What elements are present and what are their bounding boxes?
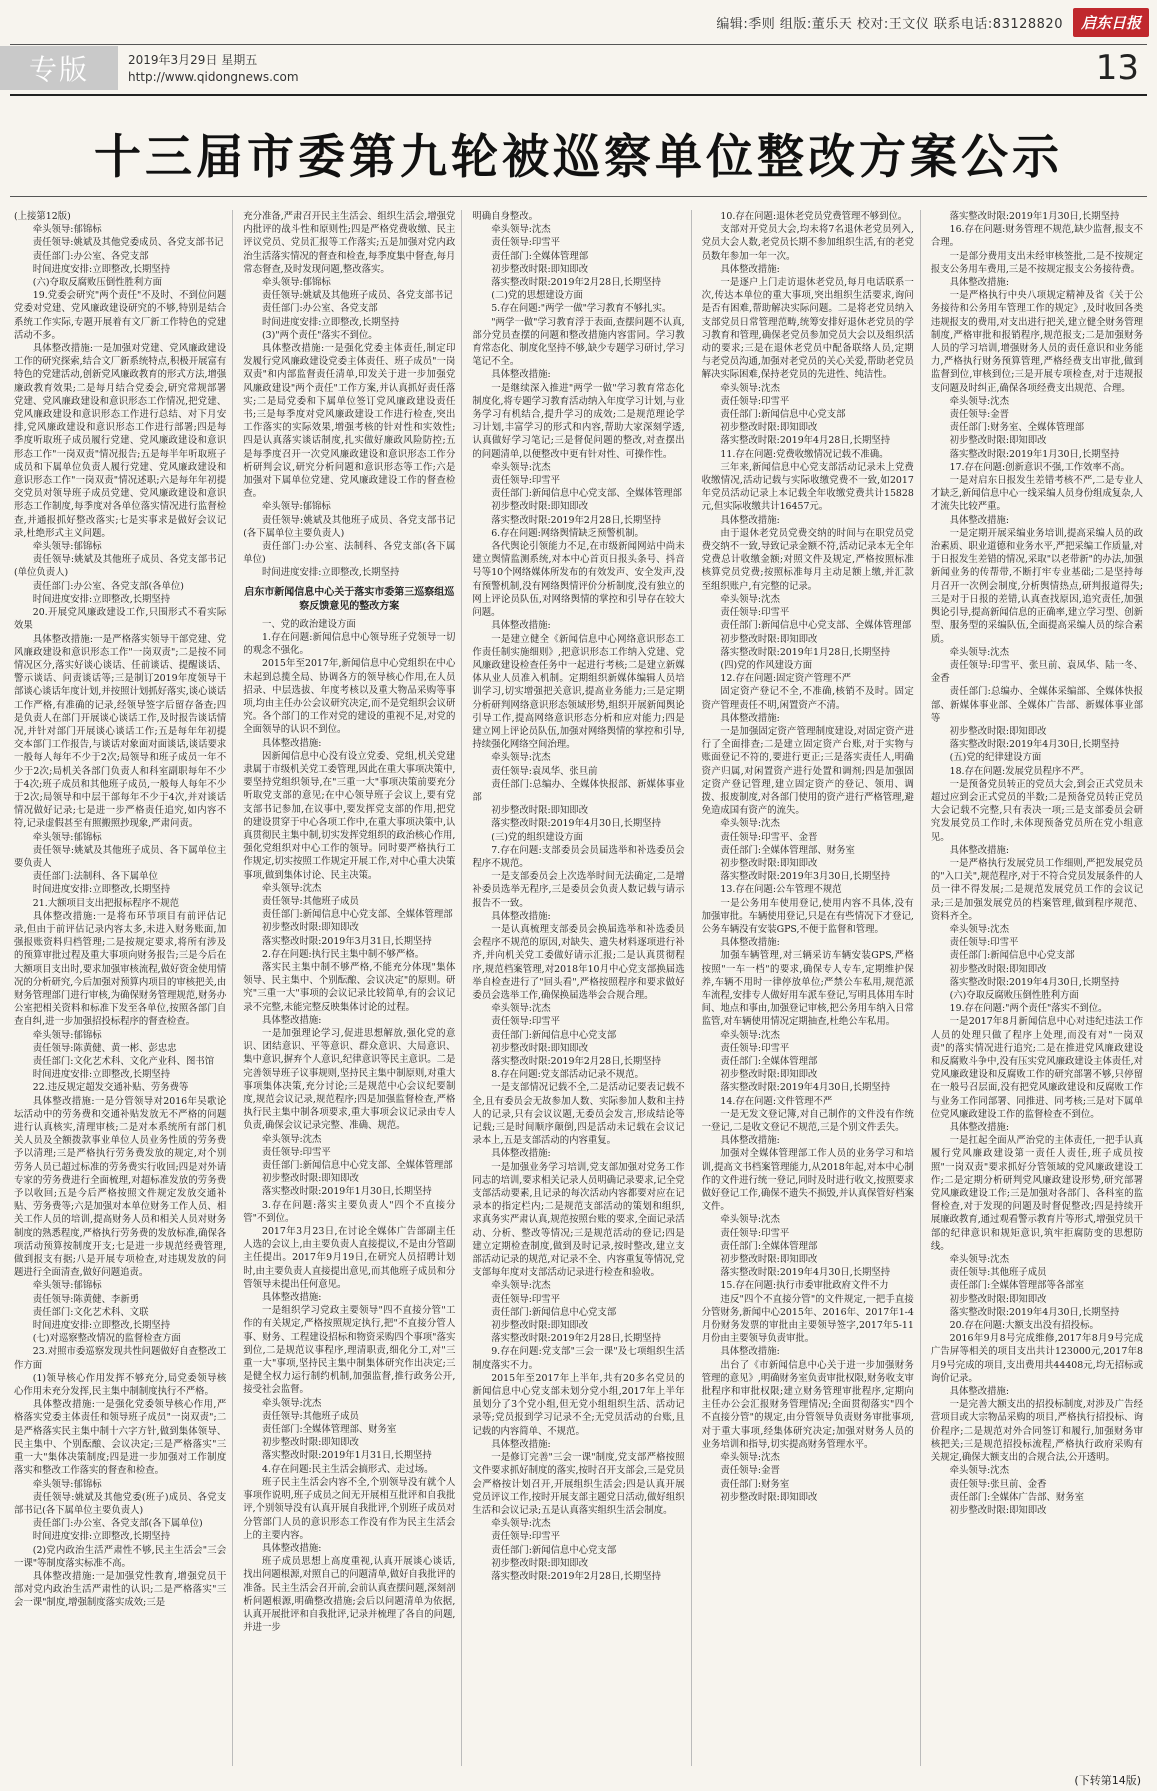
paragraph: (2)党内政治生活严肃性不够,民主生活会"三会一课"等制度落实标准不高。: [14, 1544, 227, 1569]
paragraph: 时间进度安排:立即整改,长期坚持: [262, 316, 400, 328]
paragraph: 牵头领导:沈杰: [949, 395, 1010, 407]
paragraph: 初步整改时限:即知即改: [491, 1320, 589, 1332]
paragraph: 一是认真梳理支部委员会换届选举和补选委员会程序不规范的原因,对缺失、遗失材料逐项进行补齐,并向机关党工委做好请示汇报;二是认真贯彻程序,规范档案管理,对2018年10月中心党支部换届选举自检查进行了"回头看",严格按照程序和要求做好委员会选举工作,确保换届选举会合规合理。: [472, 923, 685, 1001]
paragraph: 具体整改措施:一是强化党委领导核心作用,严格落实党委主体责任和领导班子成员"一岗双责";二是严格落实民主集中制十六字方针,做到集体领导、民主集中、个别酝酿、会议决定;三是严格落实"三重一大"集体决策制度;四是进一步加强对工作制度落实和整改工作落实的督查和检查。: [14, 1399, 227, 1477]
paragraph: 具体整改措施:一是加强对党建、党风廉政建设工作的研究探索,结合文厂新系统特点,积极开展富有特色的党建活动,创新党风廉政教育的形式方法,增强廉政教育效果;二是每月结合党委会,研究常规部署党建、党风廉政建设和意识形态工作情况,把党建、党风廉政建设和意识形态工作进行总结、对下月安排,党风廉政建设和意识形态工作进行部署;四是每季度听取班子成员履行党建、党风廉政建设和意识形态工作"一岗双责"情况报告;五是每半年听取班子成员和下属单位负责人履行党建、党风廉政建设和意识形态工作"一岗双责"情况述职;六是每年年初提交党员对领导班子成员党建、党风廉政建设和意识形态工作制度,每季度对各单位落实情况进行监督检查,并通报抓好整改落实;七是实事求是做好会议记录,杜绝形式主义问题。: [14, 343, 227, 539]
paragraph: 落实整改时限:2019年4月28日,长期坚持: [720, 435, 891, 447]
paragraph: 一是2017年8月新闻信息中心对违纪违法工作人员的处理只做了程序上处理,而没有对"一岗双责"的落实情况进行追究;二是在推进党风廉政建设和反腐败斗争中,没有压实党风廉政建设主体责任,对党风廉政建设和反腐败工作的研究部署不够,只停留在一般号召层面,没有把党风廉政建设和反腐败工作与业务工作同部署、同推进、同考核;三是对下属单位党风廉政建设工作的监督检查不到位。: [930, 1016, 1144, 1120]
paragraph: 支部对开党员大会,均未将7名退休老党员列入,党员大会人数,老党员长期不参加组织生活,有的老党员数年参加一年一次。: [701, 224, 914, 262]
paragraph: 加强车辆管理,对三辆采访车辆安装GPS,严格按照"一车一档"的要求,确保专人专车,定期维护保养,车辆不用时一律停放单位;严禁公车私用,规范派车流程,安排专人做好用车派车登记,写明具体用车时间、地点和事由,加强登记审核,把公务用车纳入日常监管,对车辆使用情况定期抽查,杜绝公车私用。: [701, 950, 914, 1028]
paragraph: 责任部门:办公室、各党支部: [262, 303, 378, 315]
paragraph: 责任领导:印雪平: [949, 937, 1019, 949]
paragraph: 责任部门:办公室、各党支部: [32, 250, 149, 262]
paragraph: 责任领导:其他班子成员: [949, 1267, 1047, 1279]
paragraph: 落实整改时限:2019年4月30日,长期坚持: [949, 976, 1120, 988]
paragraph: 18.存在问题:发展党员程序不严。: [949, 765, 1090, 777]
paragraph: 初步整改时限:即知即改: [262, 922, 359, 934]
paragraph: 责任领导:其他班子成员: [262, 895, 359, 907]
text-column: [243, 210, 462, 1766]
paragraph: 10.存在问题:退休老党员党费管理不够到位。: [720, 211, 908, 222]
paragraph: 出台了《市新闻信息中心关于进一步加强财务管理的意见》,明确财务室负责审批权限,财务收支审批程序和审批权限;建立财务管理审批程序,定期向主任办公会汇报财务管理情况;全面贯彻落实"四个不直接分管"的规定,由分管领导负责财务审批事项,对于重大事项,经集体研究决定;加强对财务人员的业务培训和指导,切实提高财务管理水平。: [701, 1359, 914, 1450]
paragraph: 责任领导:印雪平: [720, 607, 790, 619]
paragraph: 责任部门:总编办、全媒体采编部、全媒体快报部、新媒体事业部、全媒体广告部、新媒体事业部等: [930, 686, 1144, 724]
paragraph: 落实整改时限:2019年4月30日,长期坚持: [720, 1267, 891, 1279]
paragraph: 3.存在问题:落实主要负责人"四个不直接分管"不到位。: [243, 1199, 456, 1224]
paragraph: 责任领导:姚斌及其他班子成员、各下属单位主要负责人: [14, 844, 227, 869]
paragraph: 具体整改措施:: [720, 263, 780, 275]
paragraph: 牵头领导:沈杰: [491, 1518, 551, 1530]
paragraph: 责任部门:办公室、各党支部(各下属单位): [32, 1518, 203, 1530]
paragraph: 13.存在问题:公车管理不规范: [720, 884, 842, 896]
paragraph: 落实整改时限:2019年4月30日,长期坚持: [949, 1306, 1120, 1318]
paragraph: 时间进度安排:立即整改,长期坚持: [32, 593, 171, 605]
paragraph: 一是无发文登记簿,对自己制作的文件没有作统一登记,二是收文登记不规范,三是个别文件丢失。: [701, 1108, 914, 1134]
paragraph: 时间进度安排:立即整改,长期坚持: [32, 1069, 171, 1081]
paragraph: 牵头领导:沈杰: [491, 1280, 551, 1292]
paragraph: 责任领导:袁凤华、张旦前: [491, 765, 598, 777]
paragraph: 责任领导:印雪平: [491, 1531, 560, 1543]
paragraph: 责任部门:全媒体管理部、财务室: [262, 1424, 397, 1436]
paragraph: 落实整改时限:2019年1月30日,长期坚持: [949, 448, 1120, 460]
paragraph: 牵头领导:沈杰: [720, 1214, 780, 1226]
paragraph: 具体整改措施:: [949, 1122, 1010, 1134]
page-header: [0, 46, 1157, 92]
paragraph: 一是继续深入推进"两学一做"学习教育常态化制度化,将专题学习教育活动纳入年度学习计划,与业务学习有机结合,提升学习的成效;二是规范理论学习计划,丰富学习的形式和内容,帮助大家深刻学透,认真做好学习笔记;三是督促问题的整改,对查摆出的问题清单,以便整改中更有针对性、可操作性。: [472, 382, 685, 460]
paragraph: 初步整改时限:即知即改: [949, 1293, 1047, 1305]
paragraph: 具体整改措施:: [720, 1346, 780, 1358]
paragraph: 责任领导:印雪平: [491, 237, 560, 249]
paragraph: 2015年至2017年,新闻信息中心党组织在中心未起到总揽全局、协调各方的领导核心作用,在人员招录、中层选拔、年度考核以及重大物品采购等事项,均由主任办公会议研究决定,而不是党组织会议研究。各个部门的工作对党的建设的重视不足,对党的全面领导的认识不到位。: [243, 658, 456, 736]
paragraph: 一是扛起全面从严治党的主体责任,一把手认真履行党风廉政建设第一责任人责任,班子成员按照"一岗双责"要求抓好分管领域的党风廉政建设工作;二是定期分析研判党风廉政建设形势,研究部署党风廉政建设工作;三是加强对各部门、各科室的监督检查,对于发现的问题及时督促整改;四是持续开展廉政教育,通过观看警示教育片等形式,增强党员干部的纪律意识和规矩意识,筑牢拒腐防变的思想防线。: [930, 1135, 1144, 1252]
paragraph: 7.存在问题:支部委员会员届选举和补选委员会程序不规范。: [472, 844, 685, 869]
paragraph: 牵头领导:沈杰: [949, 923, 1010, 935]
paragraph: 落实整改时限:2019年1月31日,长期坚持: [262, 1450, 432, 1462]
paragraph: 责任部门:文化艺术科、文化产业科、图书馆: [32, 1056, 215, 1067]
paragraph: 责任领导:印雪平、张旦前、袁凤华、陆一冬、金香: [930, 659, 1144, 685]
paragraph: 责任领导:其他班子成员: [262, 1410, 359, 1422]
paragraph: 责任部门:新闻信息中心党支部、全媒体管理部: [491, 488, 682, 500]
paragraph: 责任部门:办公室、各党支部(各单位): [32, 580, 184, 592]
paragraph: 6.存在问题:网络舆情缺乏预警机制。: [491, 527, 644, 539]
paragraph: 具体整改措施:: [262, 1542, 322, 1554]
paragraph: 责任部门:全媒体管理部: [720, 1056, 818, 1067]
paragraph: 初步整改时限:即知即改: [720, 1491, 818, 1503]
paragraph: 落实整改时限:2019年2月28日,长期坚持: [491, 1570, 661, 1582]
paragraph: 初步整改时限:即知即改: [720, 1069, 818, 1081]
paragraph: 责任领导:印雪平: [491, 1293, 560, 1305]
paragraph: (七)对巡察整改情况的监督检查方面: [32, 1333, 181, 1345]
paragraph: 三年来,新闻信息中心党支部活动记录未上党费收缴情况,活动记载与实际收缴党费不一致,如2017年党员活动记录上本记载全年收缴党费共计15828元,但实际收缴共计16457元。: [701, 461, 914, 513]
paragraph: 落实整改时限:2019年1月30日,长期坚持: [262, 1186, 432, 1198]
paragraph: 2016年9月8号完成维修,2017年8月9号完成广告屏等相关的项目支出共计123000元,2017年8月9号完成的项目,支出费用共44408元,均无招标或询价记录。: [930, 1333, 1144, 1384]
paragraph: 具体整改措施:: [949, 844, 1010, 856]
text-column: [14, 210, 233, 1766]
paragraph: 时间进度安排:立即整改,长期坚持: [32, 263, 171, 275]
paragraph: 责任部门:新闻信息中心党支部: [491, 1544, 617, 1556]
paragraph: 20.开展党风廉政建设工作,只围形式不看实际效果: [14, 607, 227, 632]
paragraph: 落实整改时限:2019年4月30日,长期坚持: [720, 1082, 891, 1094]
paragraph: 15.存在问题:执行市委审批政府文件不力: [720, 1280, 889, 1292]
paragraph: 12.存在问题:固定资产管理不严: [720, 673, 851, 685]
paragraph: 牵头领导:郁锦标: [32, 224, 102, 236]
paragraph: 因新闻信息中心没有设立党委、党组,机关党建隶属于市级机关党工委管理,因此在重大事项决策中,要坚持党组织领导,在"三重一大"事项决策前要充分听取党支部的意见;在中心领导班子会议上,要有党支部书记参加,在议事中,要发挥党支部的作用,把党的建设贯穿于中心各项工作中,在重大事项决策中,认真贯彻民主集中制,切实发挥党组织的政治核心作用,强化党组织对中心工作的领导。同时要严格执行工作规定,切实按照工作规定开展工作,对中心重大决策事项,做到集体讨论、民主决策。: [243, 750, 456, 881]
paragraph: 时间进度安排:立即整改,长期坚持: [262, 567, 400, 579]
paragraph: 牵头领导:沈杰: [720, 1452, 780, 1464]
paragraph: 落实整改时限:2019年4月30日,长期坚持: [491, 818, 661, 830]
paragraph: 初步整改时限:即知即改: [949, 1504, 1047, 1516]
paragraph: 具体整改措施:: [720, 1135, 780, 1147]
paragraph: 一是部分费用支出未经审核签批,二是不按规定报支公务用车费用,三是不按规定报支公务接待费。: [930, 250, 1144, 275]
paragraph: 责任领导:姚斌及其他党委成员、各党支部书记: [32, 237, 224, 249]
paragraph: 1.存在问题:新闻信息中心领导班子党领导一切的观念不强化。: [243, 631, 456, 657]
paragraph: (3)"两个责任"落实不到位。: [262, 329, 378, 341]
paragraph: 一是逐户上门走访退休老党员,每月电话联系一次,传达本单位的重大事项,突出组织生活要求,询问是否有困难,帮助解决实际问题。二是将老党员纳入支部党员日常管理范畴,统筹安排好退休老党员的学习教育和管理,确保老党员参加党员大会以及组织活动的要求;三是在退休老党员中配备联络人员,定期与老党员沟通,加强对老党员的关心关爱,帮助老党员解决实际困难,保持老党员的先进性、纯洁性。: [701, 277, 914, 381]
paragraph: 明确自身整改。: [472, 211, 539, 222]
paragraph: 具体整改措施:: [720, 937, 780, 949]
site-url[interactable]: http://www.qidongnews.com: [128, 70, 299, 84]
paragraph: 具体整改措施:: [491, 910, 551, 922]
paragraph: (上接第12版): [14, 211, 71, 222]
paragraph: 责任领导:陈黄健、李新勇: [32, 1293, 140, 1305]
paragraph: 责任部门:新闻信息中心党支部、全媒体管理部: [720, 620, 912, 632]
paragraph: 责任部门:新闻信息中心党支部: [491, 1029, 617, 1041]
paragraph: 牵头领导:郁锦标: [32, 1029, 102, 1041]
paragraph: 责任领导:印雪平、金晋: [720, 831, 818, 843]
paragraph: 初步整改时限:即知即改: [949, 435, 1047, 447]
paragraph: 牵头领导:沈杰: [720, 382, 780, 394]
paragraph: 牵头领导:沈杰: [491, 224, 551, 236]
paragraph: 牵头领导:沈杰: [491, 461, 551, 473]
paragraph: 初步整改时限:即知即改: [262, 1173, 359, 1185]
paragraph: 牵头领导:沈杰: [262, 1133, 322, 1145]
title-rule: [10, 196, 1147, 197]
paragraph: 责任领导:金晋: [720, 1465, 780, 1477]
paragraph: 牵头领导:郁锦标: [32, 1478, 102, 1490]
paragraph: 一是定期开展采编业务培训,提高采编人员的政治素质、职业道德和业务水平,严把采编工作质量,对于日报发生差错的情况,采取"以老带新"的办法,加强新闻业务的传帮带,不断打牢专业基础;二是坚持每月召开一次例会制度,分析舆情热点,研判报道得失;三是对于日报的差错,认真查找原因,追究责任,加强舆论引导,提高新闻信息的正确率,建立学习型、创新型、服务型的采编队伍,全面提高采编人员的综合素质。: [930, 527, 1144, 645]
paragraph: 牵头领导:沈杰: [720, 818, 780, 830]
paragraph: 责任领导:印雪平: [491, 475, 560, 487]
paragraph: 落实整改时限:2019年4月30日,长期坚持: [949, 739, 1120, 751]
paragraph: 责任部门:全媒体管理部等各部室: [949, 1280, 1085, 1292]
paragraph: 牵头领导:沈杰: [949, 1254, 1010, 1266]
paragraph: 落实整改时限:2019年2月28日,长期坚持: [491, 514, 661, 526]
page-number: 13: [1095, 48, 1139, 88]
paragraph: 初步整改时限:即知即改: [491, 501, 589, 513]
paragraph: 具体整改措施:: [720, 514, 780, 526]
paragraph: 17.存在问题:创新意识不强,工作效率不高。: [949, 461, 1131, 473]
paragraph: 一是对启东日报发生差错考核不严,二是专业人才缺乏,新闻信息中心一线采编人员身份组成复杂,人才流失比较严重。: [930, 475, 1144, 513]
paragraph: 责任领导:印雪平: [491, 1016, 560, 1028]
paragraph: 具体整改措施:: [262, 1014, 322, 1026]
paragraph: 违反"四个不直接分管"的文件规定,一把手直接分管财务,新闻中心2015年、2016年、2017年1-4月份财务发票的审批由主要领导签字,2017年5-11月份由主要领导负责审批。: [701, 1293, 914, 1345]
paragraph: 责任领导:陈黄健、黄一彬、彭忠忠: [32, 1042, 177, 1054]
paragraph: 一是支部情况记载不全,二是活动记要表记载不全,且有委员会无故参加人数、实际参加人数和主持人的记录,只有会议议题,无委员会发言,形成结论等记载;三是时间顺序颠倒,四是活动未记载在会议记录本上,五是支部活动的内容重复。: [472, 1082, 685, 1147]
paragraph: 具体整改措施:一是分管领导对2016年吴歌论坛活动中的劳务费和交通补贴发放无不严格的问题进行认真核实,清理审核;二是对本系统所有部门机关人员及全额拨款事业单位人员业务性质的劳务费予以清理;三是严格执行劳务费发放的规定,对个别劳务人员已超过标准的劳务费实行收回;四是对外请专家的劳务费进行全面梳理,对超标准发放的劳务费予以收回;五是今后严格按照文件规定发放交通补贴、劳务费等;六是加强对本单位财务工作人员、相关工作人员的培训,提高财务人员和相关人员对财务制度的熟悉程度,严格执行劳务费的发放标准,确保各项活动预算按制度开支;七是进一步规范经费管理,做到报支有据;八是开展专项检查,对违规发放的问题进行全面清查,做好问题追责。: [14, 1095, 227, 1279]
paragraph: 16.存在问题:财务管理不规范,缺少监督,报支不合理。: [930, 224, 1144, 249]
paragraph: 初步整改时限:即知即改: [720, 857, 818, 869]
page-title: 十三届市委第九轮被巡察单位整改方案公示: [94, 130, 1063, 185]
paragraph: 牵头领导:沈杰: [720, 593, 780, 605]
paragraph: (三)党的组织建设方面: [491, 831, 583, 843]
paragraph: 责任领导:张旦前、金香: [949, 1478, 1047, 1490]
header-rule: [10, 94, 1147, 96]
paragraph: 责任部门:办公室、法制科、各党支部(各下属单位): [243, 541, 456, 566]
paragraph: 落实整改时限:2019年2月28日,长期坚持: [491, 1333, 661, 1345]
paragraph: 9.存在问题:党支部"三会一课"及七项组织生活制度落实不力。: [472, 1346, 685, 1371]
paragraph: 19.存在问题:"两个责任"落实不到位。: [949, 1003, 1108, 1015]
paragraph: 具体整改措施:一是加强党性教育,增强党员干部对党内政治生活严肃性的认识;二是严格落实"三会一课"制度,增强制度落实成效;三是: [14, 1570, 227, 1609]
paragraph: 一是严格执行中央八项规定精神及省《关于公务接待和公务用车管理工作的规定》,及时收回各类违规报支的费用,对支出进行把关,建立健全财务管理制度,严格审批和报销程序,规范报支;二是加强财务人员的学习培训,增强财务人员的责任意识和业务能力,严格执行财务预算管理,严格经费支出审批,做到监督到位,审核到位;三是开展专项检查,对于违规报支问题及时纠正,确保各项经费支出规范、合理。: [930, 290, 1144, 394]
paragraph: 牵头领导:郁锦标: [32, 541, 102, 553]
paragraph: 责任部门:全媒体广告部、财务室: [949, 1491, 1085, 1503]
paragraph: 落实整改时限:2019年1月28日,长期坚持: [720, 646, 891, 658]
paragraph: 一是支部委员会上次选举时间无法确定,二是增补委员选举无程序,三是委员会负责人数记载与请示报告不一致。: [472, 871, 685, 909]
paragraph: 一是加强理论学习,促进思想解放,强化党的意识、团结意识、平等意识、群众意识、大局意识、集中意识,摒弃个人意识,纪律意识等民主意识。二是完善领导班子议事规则,坚持民主集中制原则,对重大事项集体决策,充分讨论;三是规范中心会议纪要制度,规范会议记录,规范程序;四是加强监督检查,严格执行民主集中制各项要求,重大事项会议记录由专人负责,确保会议记录完整、准确、规范。: [243, 1027, 456, 1132]
paragraph: 初步整改时限:即知即改: [949, 725, 1047, 737]
masthead-bar: [0, 0, 1157, 44]
paragraph: 落实民主集中制不够严格,不能充分体现"集体领导、民主集中、个别酝酿、会议决定"的原则。研究"三重一大"事项的会议记录比较简单,有的会议记录不完整,未能完整反映集体讨论的过程。: [243, 961, 456, 1013]
paragraph: 责任部门:文化艺术科、文联: [32, 1306, 149, 1318]
paragraph: 初步整改时限:即知即改: [491, 805, 589, 817]
paragraph: 初步整改时限:即知即改: [720, 1254, 818, 1266]
date-block: [128, 52, 299, 86]
paragraph: 责任部门:全媒体管理部、财务室: [720, 844, 855, 856]
paragraph: (四)党的作风建设方面: [720, 659, 813, 671]
paragraph: 一是建立健全《新闻信息中心网络意识形态工作责任制实施细则》,把意识形态工作纳入党建、党风廉政建设检查任务中一起进行考核;二是建立新媒体从业人员准入机制。定期组织新媒体编辑人员培训学习,切实增强把关意识,提高业务能力;三是定期分析研判网络意识形态领域形势,组织开展新闻舆论引导工作,提高网络意识形态分析和应对能力;四是建立网上评论员队伍,加强对网络舆情的掌控和引导,持续强化网络空间治理。: [472, 633, 685, 751]
paragraph: 具体整改措施:: [262, 1292, 322, 1304]
paragraph: 19.党委会研究"两个责任"不及时、不到位问题党委对党建、党风廉政建设研究的不够,特别是结合系统工作实际,专题开展着有文厂新工作特色的党建活动不多。: [14, 290, 227, 341]
paragraph: 2.存在问题:执行民主集中制不够严格。: [262, 948, 425, 960]
paragraph: 11.存在问题:党费收缴情况记载不准确。: [720, 448, 889, 460]
paragraph: 一是完善大额支出的招投标制度,对涉及广告经营项目或大宗物品采购的项目,严格执行招投标、询价程序;二是规范对外合同签订和履行,加强财务审核把关;三是规范招投标流程,严格执行政府采购有关规定,确保大额支出的合规合法,公开透明。: [930, 1399, 1144, 1464]
paragraph: 责任部门:全媒体管理部: [491, 250, 589, 262]
paragraph: 加强对全媒体管理部工作人员的业务学习和培训,提高文书档案管理能力,从2018年起,对本中心制作的文件进行统一登记,同时及时进行收文,按照要求做好登记工作,确保不遗失不损毁,并认真保管好档案文件。: [701, 1148, 914, 1213]
paragraph: 20.存在问题:大额支出没有招投标。: [949, 1320, 1099, 1332]
paragraph: 责任领导:姚斌及其他班子成员、各党支部书记: [262, 290, 453, 302]
paragraph: 责任领导:印雪平: [720, 395, 790, 407]
paragraph: 责任部门:新闻信息中心党支部、全媒体管理部: [262, 1160, 453, 1172]
paragraph: 一是公务用车使用登记,使用内容不具体,没有加强审批。车辆使用登记,只是在有些情况下才登记,公务车辆没有安装GPS,不便于监督和管理。: [701, 897, 914, 935]
paragraph: 责任部门:总编办、全媒体快报部、新媒体事业部: [472, 778, 685, 803]
paragraph: (二)党的思想建设方面: [491, 290, 583, 302]
paragraph: 责任领导:姚斌及其他班子成员、各党支部书记(各下属单位主要负责人): [243, 514, 456, 539]
paragraph: 责任部门:全媒体管理部: [720, 1240, 818, 1252]
paragraph: 一、党的政治建设方面: [262, 618, 356, 630]
paragraph: 各代舆论引领能力不足,在市级新闻网站中尚未建立舆情监测系统,对本中心首页日报头条号、抖音号等10个网络媒体所发布的有效发声、安全发声,没有预警机制,没有网络舆情评价分析制度,没有独立的网上评论员队伍,对网络舆情的掌控和引导存在较大问题。: [472, 541, 685, 619]
paragraph: (六)夺取反腐败压倒性胜利方面: [32, 277, 162, 289]
paragraph: 落实整改时限:2019年2月28日,长期坚持: [491, 277, 661, 289]
paragraph: 具体整改措施:: [491, 1148, 551, 1160]
text-column: [931, 210, 1143, 1766]
paragraph: 具体整改措施:一是强化党委主体责任,制定印发履行党风廉政建设党委主体责任、班子成员"一岗双责"和内部监督责任清单,印发关于进一步加强党风廉政建设"两个责任"工作方案,并认真抓好责任落实;二是局党委和下属单位签订党风廉政建设责任书;三是每季度对党风廉政建设工作进行检查,突出工作落实的实际效果,增强考核的针对性和实效性;四是认真落实谈话制度,扎实做好廉政风险防控;五是每季度召开一次党风廉政建设和意识形态工作分析研判会议,研究分析问题和意识形态等工作;六是加强对下属单位党建、党风廉政建设工作的督查检查。: [243, 343, 456, 500]
paragraph: 具体整改措施:: [720, 712, 780, 724]
editorial-staff: 编辑:季则 组版:董乐天 校对:王文仪 联系电话:83128820: [716, 16, 1063, 32]
paragraph: 落实整改时限:2019年1月30日,长期坚持: [949, 211, 1120, 222]
paragraph: 牵头领导:郁锦标: [32, 831, 102, 843]
paragraph: 一是严格执行发展党员工作细则,严把发展党员的"入口关",规范程序,对于不符合党员发展条件的人员一律不得发展;二是规范发展党员工作的会议记录;三是加强发展党员的档案管理,做到程序规范、资料齐全。: [930, 857, 1144, 922]
paragraph: 责任部门:财务室、全媒体管理部: [949, 422, 1085, 434]
paragraph: 落实整改时限:2019年3月30日,长期坚持: [720, 871, 891, 883]
paragraph: 牵头领导:沈杰: [262, 882, 322, 894]
paragraph: 8.存在问题:党支部活动记录不规范。: [491, 1069, 644, 1081]
paragraph: 牵头领导:沈杰: [949, 1465, 1010, 1477]
paragraph: 一是加强固定资产管理制度建设,对固定资产进行了全面排查;二是建立固定资产台账,对于实物与账面登记不符的,要进行更正;三是落实责任人,明确资产归属,对闲置资产进行处置和调剂;四是加强固定资产登记管理,建立固定资产的登记、领用、调拨、报废制度,对各部门使用的资产进行严格管理,避免造成国有资产的流失。: [701, 725, 914, 817]
paragraph: 牵头领导:郁锦标: [262, 501, 331, 513]
paragraph: 初步整改时限:即知即改: [491, 1557, 589, 1569]
paragraph: (五)党的纪律建设方面: [949, 752, 1042, 764]
paragraph: 时间进度安排:立即整改,长期坚持: [32, 1320, 171, 1332]
paragraph: 初步整改时限:即知即改: [262, 1437, 359, 1449]
paragraph: 责任部门:财务室: [720, 1478, 790, 1490]
newspaper-logo: 启东日报: [1073, 8, 1149, 37]
paragraph: 牵头领导:沈杰: [491, 752, 551, 764]
paragraph: 充分准备,严肃召开民主生活会、组织生活会,增强党内批评的战斗性和原则性;四是严格党费收缴、民主评议党员、党员汇报等工作落实;五是加强对党内政治生活落实情况的督查和检查,每季度集中督查,每月常态督查,及时发现问题,整改落实。: [243, 211, 456, 275]
paragraph: 具体整改措施:: [949, 277, 1010, 289]
paragraph: 班子成员思想上高度重视,认真开展谈心谈话,找出问题根源,对照自己的问题清单,做好自我批评的准备。民主生活会召开前,会前认真查摆问题,深刻剖析问题根源,明确整改措施;会后以问题清单为依据,认真开展批评和自我批评,记录并梳理了各自的问题,并进一步: [243, 1556, 456, 1634]
paragraph: 一是组织学习党政主要领导"四不直接分管"工作的有关规定,严格按照规定执行,把"不直接分管人事、财务、工程建设招标和物资采购四个事项"落实到位,二是规范议事程序,理清职责,细化分工,对"三重一大"事项,坚持民主集中制集体研究作出决定;三是健全权力运行制约机制,加强监督,推行政务公开,接受社会监督。: [243, 1305, 456, 1396]
article-subheading: 启东市新闻信息中心关于落实市委第三巡察组巡察反馈意见的整改方案: [244, 586, 455, 612]
paragraph: 具体整改措施:: [949, 1386, 1010, 1398]
paragraph: 2015年至2017年上半年,共有20多名党员的新闻信息中心党支部未划分党小组,2017年上半年虽划分了3个党小组,但无党小组组织生活、活动记录等;党员报到学习记录不全;无党员活动的台账,且记载的内容简单、不规范。: [472, 1372, 685, 1437]
paragraph: 4.存在问题:民主生活会搞形式、走过场。: [262, 1463, 434, 1475]
paragraph: 具体整改措施:: [949, 514, 1010, 526]
paragraph: 一是预备党员转正的党员大会,到会正式党员未超过应到会正式党员的半数;二是预备党员转正党员大会记载不完整,只有表决一项;三是支部委员会研究发展党员工作时,未体现预备党员所在党小组意见。: [930, 778, 1144, 843]
masthead-rule: [10, 44, 1147, 45]
paragraph: 初步整改时限:即知即改: [949, 963, 1047, 975]
paragraph: 2017年3月23日,在讨论全媒体广告部副主任人选的会议上,由主要负责人直接提议,不是由分管副主任提出。2017年9月19日,在研究人员招聘计划时,由主要负责人直接提出意见,而其他班子成员和分管领导未提出任何意见。: [243, 1226, 456, 1290]
paragraph: 23.对照市委巡察发现共性问题做好自查整改工作方面: [14, 1346, 227, 1371]
continued-note: (下转第14版): [1074, 1774, 1141, 1787]
paragraph: 责任领导:印雪平: [720, 1227, 790, 1239]
paragraph: 责任部门:新闻信息中心党支部: [491, 1306, 617, 1318]
paragraph: 22.违反规定超发交通补贴、劳务费等: [32, 1082, 189, 1094]
paragraph: 牵头领导:沈杰: [262, 1397, 322, 1409]
paragraph: 责任领导:印雪平: [262, 1146, 331, 1158]
paragraph: 初步整改时限:即知即改: [720, 422, 818, 434]
paragraph: 具体整改措施:: [491, 620, 551, 632]
paragraph: 时间进度安排:立即整改,长期坚持: [32, 1531, 171, 1543]
paragraph: 具体整改措施:一是将布环节项目有前评估记录,但由于前评估记录内容太多,未进入财务账面,加强报账资料归档管理;二是按规定要求,将所有涉及的预算审批过程及重大事项向财务报告;三是今后在大额项目支出时,要求加强审核流程,做好资金使用情况的分析研究,今后加强对预算内项目的审核把关,由财务管理部门进行审核,为确保财务管理规范,财务办公室把相关资料和标准下发至各单位,按照各部门自查自纠,进一步加强招投标程序的督查检查。: [14, 910, 227, 1028]
paragraph: 落实整改时限:2019年2月28日,长期坚持: [491, 1056, 661, 1067]
paragraph: 时间进度安排:立即整改,长期坚持: [32, 884, 171, 896]
paragraph: 责任领导:姚斌及其他党委(班子)成员、各党支部书记(各下属单位主要负责人): [14, 1491, 227, 1516]
paragraph: 初步整改时限:即知即改: [491, 263, 589, 275]
paragraph: 牵头领导:郁锦标: [32, 1280, 102, 1292]
paragraph: 具体整改措施:: [491, 1438, 551, 1450]
paragraph: 初步整改时限:即知即改: [491, 1042, 589, 1054]
paragraph: 固定资产登记不全,不准确,核销不及时。固定资产管理责任不明,闲置资产不清。: [701, 686, 914, 711]
paragraph: 责任部门:新闻信息中心党支部: [949, 950, 1075, 962]
paragraph: 14.存在问题:文件管理不严: [720, 1095, 833, 1107]
text-column: [702, 210, 921, 1766]
paragraph: 一是修订完善"三会一课"制度,党支部严格按照文件要求抓好制度的落实,按时召开支部会,三是党员会严格按计划召开,开展组织生活会;四是认真开展党员评议工作,按时开展支部主题党日活动,做好组织生活和会议记录;五是认真落实组织生活会制度。: [472, 1452, 685, 1516]
paragraph: 班子民主生活会内容不全,个别领导没有就个人事项作说明,班子成员之间无开展相互批评和自我批评,个别领导没有认真开展自我批评,个别班子成员对分管部门人员的意识形态工作没有作为民主生活会上的主要内容。: [243, 1476, 456, 1541]
paragraph: 责任领导:姚斌及其他班子成员、各党支部书记(单位负责人): [14, 554, 227, 579]
paragraph: 具体整改措施:一是严格落实领导干部党建、党风廉政建设和意识形态工作"一岗双责";二是按不同情况区分,落实好谈心谈话、任前谈话、提醒谈话、警示谈话、问责谈话等;三是制订2019年度领导干部谈心谈话年度计划,并按照计划抓好落实,谈心谈话工作严格,有准确的记录,经领导签字后留存备查;四是负责人在部门开展谈心谈话工作,及时报告谈话情况,并针对部门开展谈心谈话工作;五是每年年初提交本部门工作报告,与谈话对象面对面谈话,谈话要求一般每人每年不少于2次;局领导和班子成员一年不少于2次;局机关各部门负责人和科室副职每年不少于4次;班子成员和其他班子成员,一般每人每年不少于2次;局领导和中层干部每年不少于4次,并对谈话情况做好记录;七是进一步严格责任追究,如内容不符,记录虚假甚至有照搬照抄现象,严肃问责。: [14, 633, 227, 830]
paragraph: 5.存在问题:"两学一做"学习教育不够扎实。: [491, 303, 672, 315]
paragraph: 牵头领导:沈杰: [949, 646, 1010, 658]
paragraph: 由于退休老党员党费交纳的时间与在职党员党费交纳不一致,导致记录金额不符,活动记录本无全年党费总计收缴金额;对照文件及规定,严格按照标准核算党员党费;按照标准每月主动足额上缴,并汇款至组织账户,有完整的记录。: [701, 527, 914, 592]
paragraph: 具体整改措施:: [262, 737, 322, 749]
paragraph: 21.大额项目支出把报标程序不规范: [32, 897, 179, 909]
paragraph: 责任部门:法制科、各下属单位: [32, 871, 158, 883]
paragraph: 责任部门:新闻信息中心党支部、全媒体管理部: [262, 909, 453, 921]
text-column: [472, 210, 691, 1766]
paragraph: 具体整改措施:: [491, 369, 551, 381]
paragraph: 责任部门:新闻信息中心党支部: [720, 409, 846, 421]
paragraph: 责任领导:金晋: [949, 409, 1010, 421]
paragraph: (六)夺取反腐败压倒性胜利方面: [949, 989, 1079, 1001]
paragraph: 牵头领导:沈杰: [720, 1029, 780, 1041]
paragraph: "两学一做"学习教育浮于表面,查摆问题不认真,部分党员查摆的问题和整改措施内容雷同。学习教育常态化、制度化坚持不够,缺少专题学习研讨,学习笔记不全。: [472, 316, 685, 368]
issue-date: 2019年3月29日 星期五: [128, 53, 258, 67]
article-columns: [14, 210, 1143, 1766]
paragraph: 责任领导:印雪平: [720, 1042, 790, 1054]
paragraph: 初步整改时限:即知即改: [720, 633, 818, 645]
paragraph: 牵头领导:沈杰: [491, 1003, 551, 1015]
paragraph: (1)领导核心作用发挥不够充分,局党委领导核心作用未充分发挥,民主集中制制度执行不严格。: [14, 1372, 227, 1398]
paragraph: 落实整改时限:2019年3月31日,长期坚持: [262, 935, 432, 947]
paragraph: 一是加强业务学习培训,党支部加强对党务工作同志的培训,要求相关记录人员明确记录要求,记全党支部活动要素,且记录的每次活动内容都要对应在记录本的指定栏内;二是规范支部活动的策划和组织,求真务实严肃认真,规范按照台账的要求,全面记录活动、分析、整改等情况;三是规范活动的登记;四是建立定期检查制度,做到及时记录,按时整改,建立支部活动记录的规范,对记录不全、内容重复等情况,党支部每年度对支部活动记录进行检查和验收。: [472, 1161, 685, 1279]
paragraph: 牵头领导:郁锦标: [262, 277, 331, 289]
section-tag: 专版: [0, 46, 118, 90]
